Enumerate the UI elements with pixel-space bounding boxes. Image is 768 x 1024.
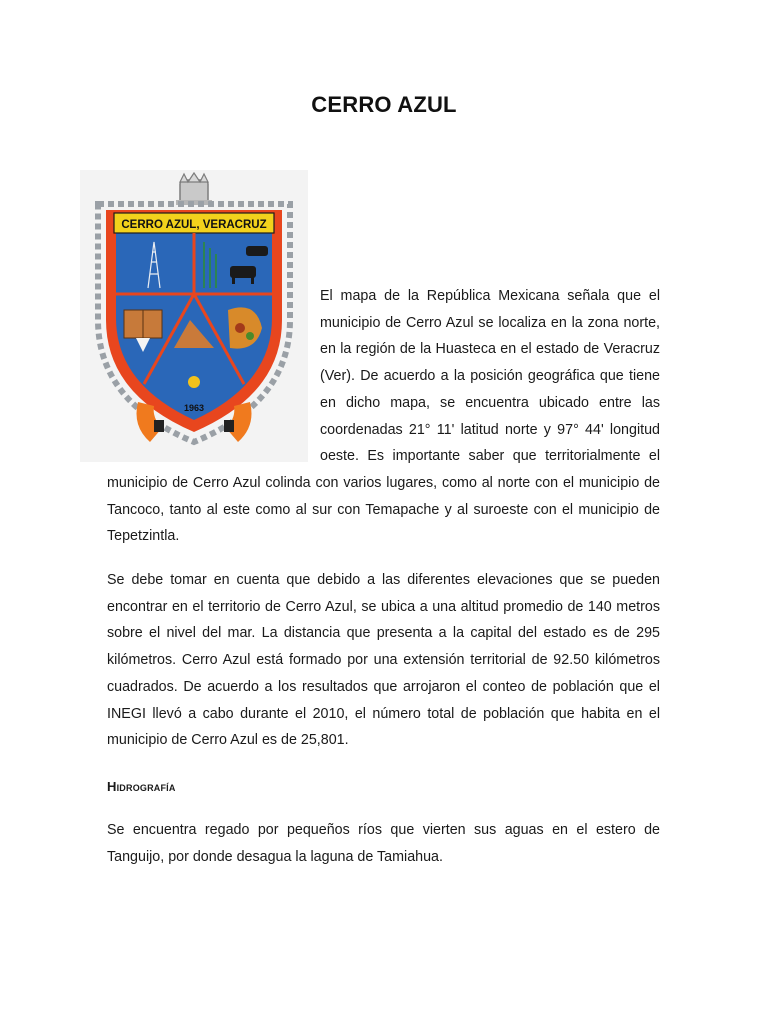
section-paragraph: Se encuentra regado por pequeños ríos que vierten sus aguas en el estero de Tanguijo, por donde desagua la laguna de Tamiahua. — [107, 821, 660, 865]
page-title: CERRO AZUL — [311, 92, 457, 117]
coat-of-arms-image — [80, 170, 308, 462]
crest-banner-text: CERRO AZUL, VERACRUZ — [121, 219, 267, 231]
crown-icon — [176, 173, 212, 205]
crest-year-text: 1963 — [183, 403, 205, 413]
body-paragraph: Se debe tomar en cuenta que debido a las diferentes elevaciones que se pueden encontrar en el territorio de Cerro Azul, se ubica a una altitud promedio de 140 metros sobre el nivel del mar. La distancia que presenta a la capital del estado es de 295 kilómetros. Cerro Azul está formado por una extensión territorial de 92.50 kilómetros cuadrados. De acuerdo a los resultados que arrojaron el conteo de población que el INEGI llevó a cabo durante el 2010, el número total de población que habita en el municipio de Cerro Azul es de 25,801. — [107, 572, 660, 749]
body-paragraph: El mapa de la República Mexicana señala que el municipio de Cerro Azul se localiza en la zona norte, en la región de la Huasteca en el estado de Veracruz (Ver). De acuerdo a la posición geográfica que tiene en dicho mapa, se encuentra ubicado entre las coordenadas 21° 11' latitud norte y 97° 44' longitud oeste. Es importante saber que territorialmente el municipio de Cerro Azul colinda con varios lugares, como al norte con el municipio de Tancoco, tanto al este como al sur con Temapache y al suroeste con el municipio de Tepetzintla. — [107, 288, 660, 545]
document-body — [107, 170, 660, 870]
section-heading: Hidrografía — [107, 778, 176, 794]
